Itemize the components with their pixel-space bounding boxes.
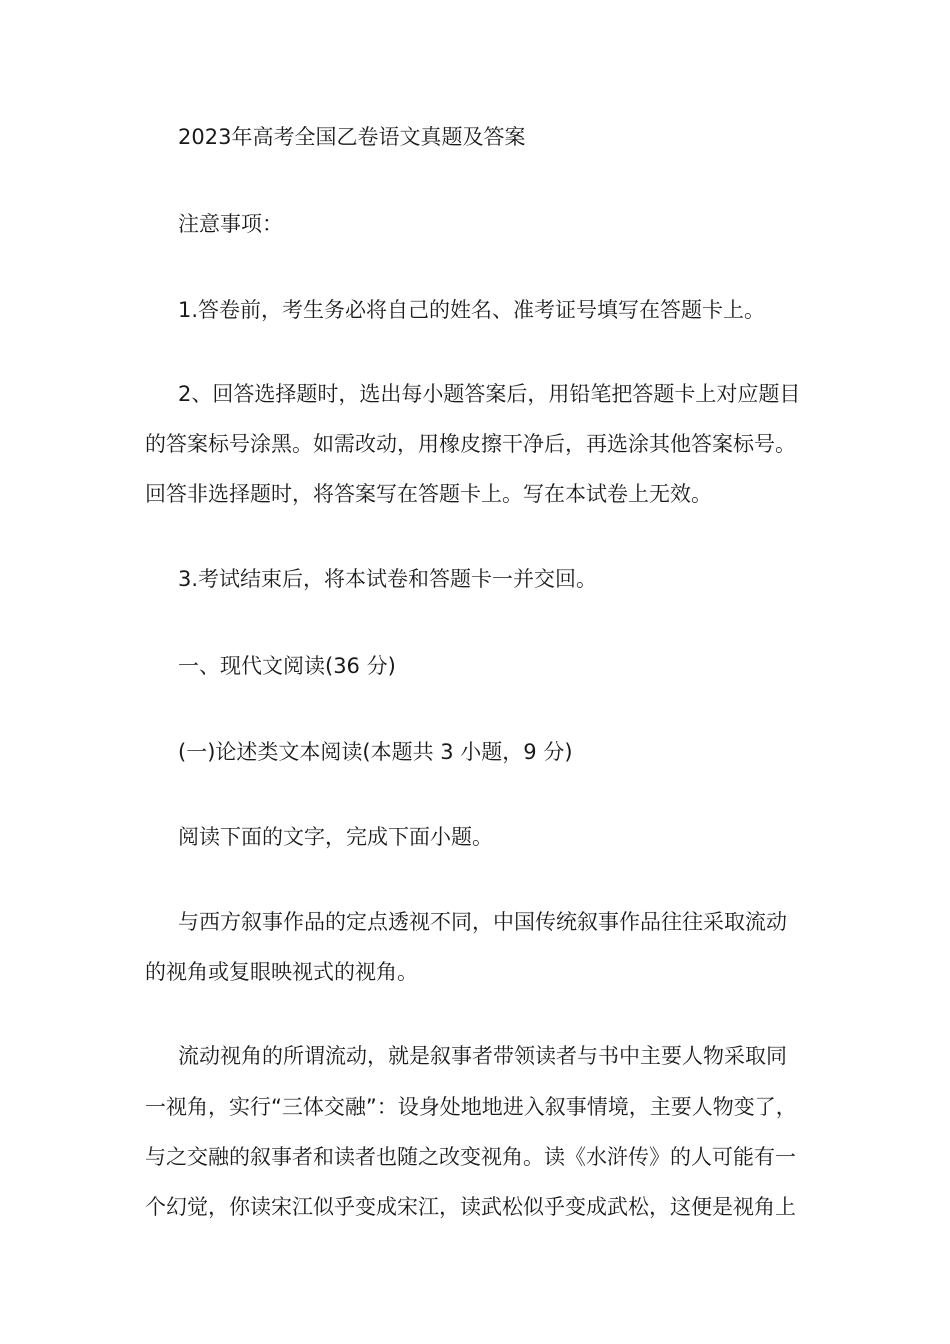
paragraph-2-line-4: 个幻觉，你读宋江似乎变成宋江，读武松似乎变成武松，这便是视角上 xyxy=(145,1195,796,1219)
paragraph-2-line-1: 流动视角的所谓流动，就是叙事者带领读者与书中主要人物采取同 xyxy=(178,1044,787,1068)
notice-heading: 注意事项： xyxy=(178,212,283,236)
paragraph-2-line-3: 与之交融的叙事者和读者也随之改变视角。读《水浒传》的人可能有一 xyxy=(145,1145,796,1169)
subsection-heading: (一)论述类文本阅读(本题共 3 小题，9 分) xyxy=(178,740,573,764)
paragraph-2-line-2: 一视角，实行“三体交融”：设身处地地进入叙事情境，主要人物变了， xyxy=(145,1095,797,1119)
notice-item-1: 1.答卷前，考生务必将自己的姓名、准考证号填写在答题卡上。 xyxy=(178,298,766,322)
paragraph-1-line-1: 与西方叙事作品的定点透视不同，中国传统叙事作品往往采取流动 xyxy=(178,910,787,934)
document-title: 2023年高考全国乙卷语文真题及答案 xyxy=(178,125,526,149)
notice-item-2-line-3: 回答非选择题时，将答案写在答题卡上。写在本试卷上无效。 xyxy=(145,482,712,506)
notice-item-2-line-2: 的答案标号涂黑。如需改动，用橡皮擦干净后，再选涂其他答案标号。 xyxy=(145,432,796,456)
notice-item-2-line-1: 2、回答选择题时，选出每小题答案后，用铅笔把答题卡上对应题目 xyxy=(178,382,801,406)
notice-item-3: 3.考试结束后，将本试卷和答题卡一并交回。 xyxy=(178,567,598,591)
reading-instruction: 阅读下面的文字，完成下面小题。 xyxy=(178,825,493,849)
section-heading: 一、现代文阅读(36 分) xyxy=(178,654,396,678)
paragraph-1-line-2: 的视角或复眼映视式的视角。 xyxy=(145,960,418,984)
